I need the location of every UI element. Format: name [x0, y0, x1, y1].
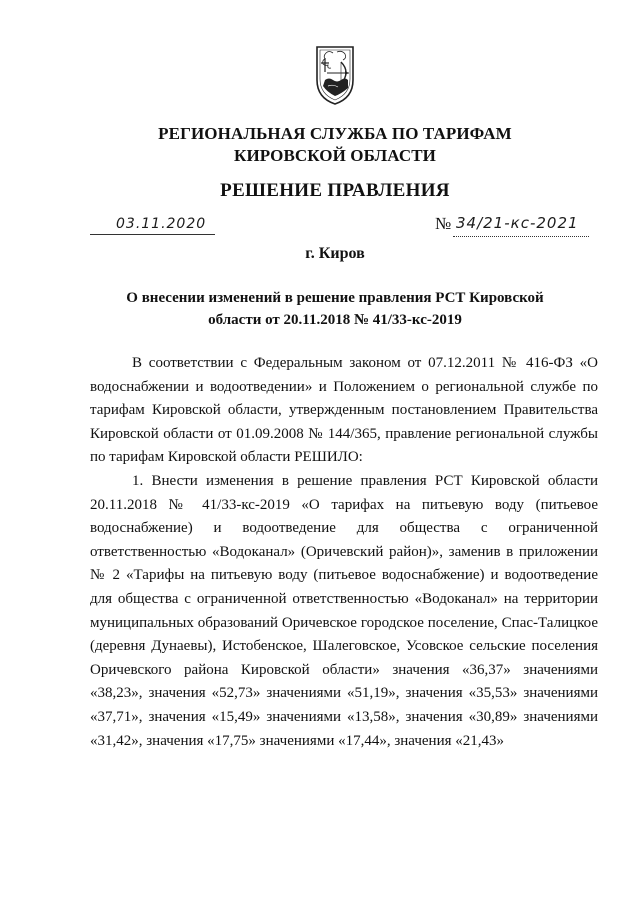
date-field — [90, 218, 215, 235]
item-1-paragraph: 1. Внести изменения в решение правления РСТ Кировской области 20.11.2018 № 41/33-кс-2019 «О тарифах на питьевую воду (питьевое водоснабжение) и водоотведение для общества с ограниченной ответственностью «Водоканал» (Оричевский район)», заменив в приложении № 2 «Тарифы на питьевую воду (питьевое водоснабжение) и водоотведение для общества с ограниченной ответственностью «Водоканал» на территории муниципальных образований Оричевское городское поселение, Спас-Талицкое (деревня Дунаевы), Истобенское, Шалеговское, Усовское сельские поселения Оричевского района Кировской области» значения «36,37» значениями «38,23», значения «52,73» значениями «51,19», значения «35,53» значениями «37,71», значения «15,49» значениями «13,58», значения «30,89» значениями «31,42», значения «17,75» значениями «17,44», значения «21,43» — [90, 472, 598, 749]
city-label: г. Киров — [305, 245, 365, 262]
subject-line1: О внесении изменений в решение правления РСТ Кировской — [126, 290, 544, 306]
number-sign: № — [435, 214, 452, 233]
preamble-paragraph: В соответствии с Федеральным законом от 07.12.2011 № 416-ФЗ «О водоснабжении и водоотведении» и Положением о региональной службе по тарифам Кировской области, утвержденным постановлением Правительства Кировской области от 01.09.2008 № 144/365, правление региональной службы по тарифам Кировской области РЕШИЛО: — [90, 355, 598, 466]
handwritten-document-number: 34/21-кс-2021 — [456, 214, 579, 232]
organization-name-line1: РЕГИОНАЛЬНАЯ СЛУЖБА ПО ТАРИФАМ — [158, 124, 512, 143]
decision-body — [90, 352, 598, 753]
subject-line2: области от 20.11.2018 № 41/33-кс-2019 — [208, 312, 462, 328]
coat-of-arms-icon — [313, 44, 357, 106]
document-type-title: РЕШЕНИЕ ПРАВЛЕНИЯ — [220, 180, 450, 201]
number-underline — [453, 236, 589, 237]
organization-name-line2: КИРОВСКОЙ ОБЛАСТИ — [234, 146, 436, 165]
handwritten-date: 03.11.2020 — [116, 216, 207, 232]
decision-subject — [0, 287, 640, 331]
